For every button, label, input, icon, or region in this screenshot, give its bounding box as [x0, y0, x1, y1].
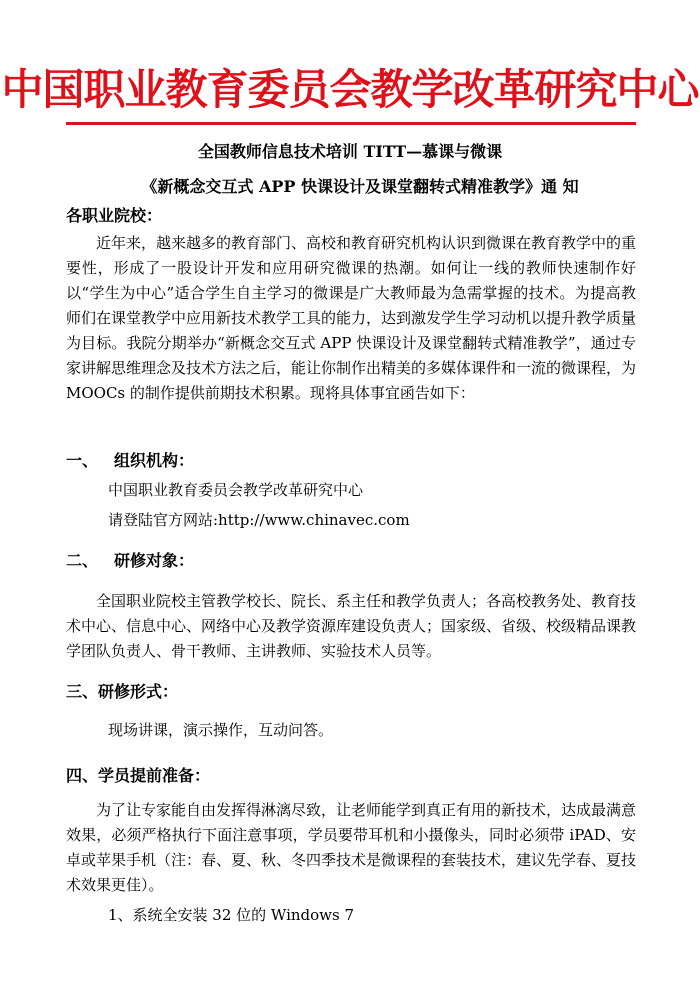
- salutation: 各职业院校：: [66, 206, 163, 225]
- section-heading-preparation: [66, 764, 210, 788]
- format-description: 现场讲课，演示操作，互动问答。: [108, 721, 334, 739]
- section-heading-participants: [66, 549, 194, 573]
- section-title: 学员提前准备：: [98, 766, 211, 785]
- section-heading-organizer: [66, 449, 194, 473]
- notice-title: 《新概念交互式 APP 快课设计及课堂翻转式精准教学》通 知: [141, 177, 579, 196]
- preparation-paragraph: 为了让专家能自由发挥得淋漓尽致，让老师能学到真正有用的新技术，达成最满意效果，必须严格执行下面注意事项，学员要带耳机和小摄像头，同时必须带 iPAD、安卓或苹果手机（注：春、夏、秋、冬四季技术是微课程的套装技术，建议先学春、夏技术效果更佳）。: [66, 801, 637, 894]
- official-website-link[interactable]: 请登陆官方网站:http://www.chinavec.com: [108, 511, 410, 529]
- section-number: 四、: [66, 766, 99, 785]
- organizer-name: 中国职业教育委员会教学改革研究中心: [108, 481, 364, 499]
- preparation-item: 1、系统全安装 32 位的 Windows 7: [108, 906, 355, 924]
- section-title: 组织机构：: [114, 451, 195, 470]
- participants-paragraph: 全国职业院校主管教学校长、院长、系主任和教学负责人；各高校教务处、教育技术中心、信息中心、网络中心及教学资源库建设负责人；国家级、省级、校级精品课教学团队负责人、骨干教师、主讲教师、实验技术人员等。: [66, 592, 637, 660]
- notice-subtitle: 全国教师信息技术培训 TITT—慕课与微课: [197, 142, 503, 161]
- header-divider: [66, 122, 636, 125]
- section-number: 二、: [66, 551, 99, 570]
- section-heading-format: [66, 680, 178, 704]
- intro-paragraph: 近年来，越来越多的教育部门、高校和教育研究机构认识到微课在教育教学中的重要性，形成了一股设计开发和应用研究微课的热潮。如何让一线的教师快速制作好以“学生为中心”适合学生自主学习的微课是广大教师最为急需掌握的技术。为提高教师们在课堂教学中应用新技术教学工具的能力，达到激发学生学习动机以提升教学质量为目标。我院分期举办“新概念交互式 APP 快课设计及课堂翻转式精准教学”，通过专家讲解思维理念及技术方法之后，能让你制作出精美的多媒体课件和一流的微课程，为 MOOCs 的制作提供前期技术积累。现将具体事宜函告如下：: [66, 234, 637, 402]
- section-number: 三、: [66, 682, 99, 701]
- section-title: 研修对象：: [114, 551, 195, 570]
- section-number: 一、: [66, 451, 99, 470]
- organization-title: 中国职业教育委员会教学改革研究中心: [1, 65, 699, 114]
- section-title: 研修形式：: [98, 682, 179, 701]
